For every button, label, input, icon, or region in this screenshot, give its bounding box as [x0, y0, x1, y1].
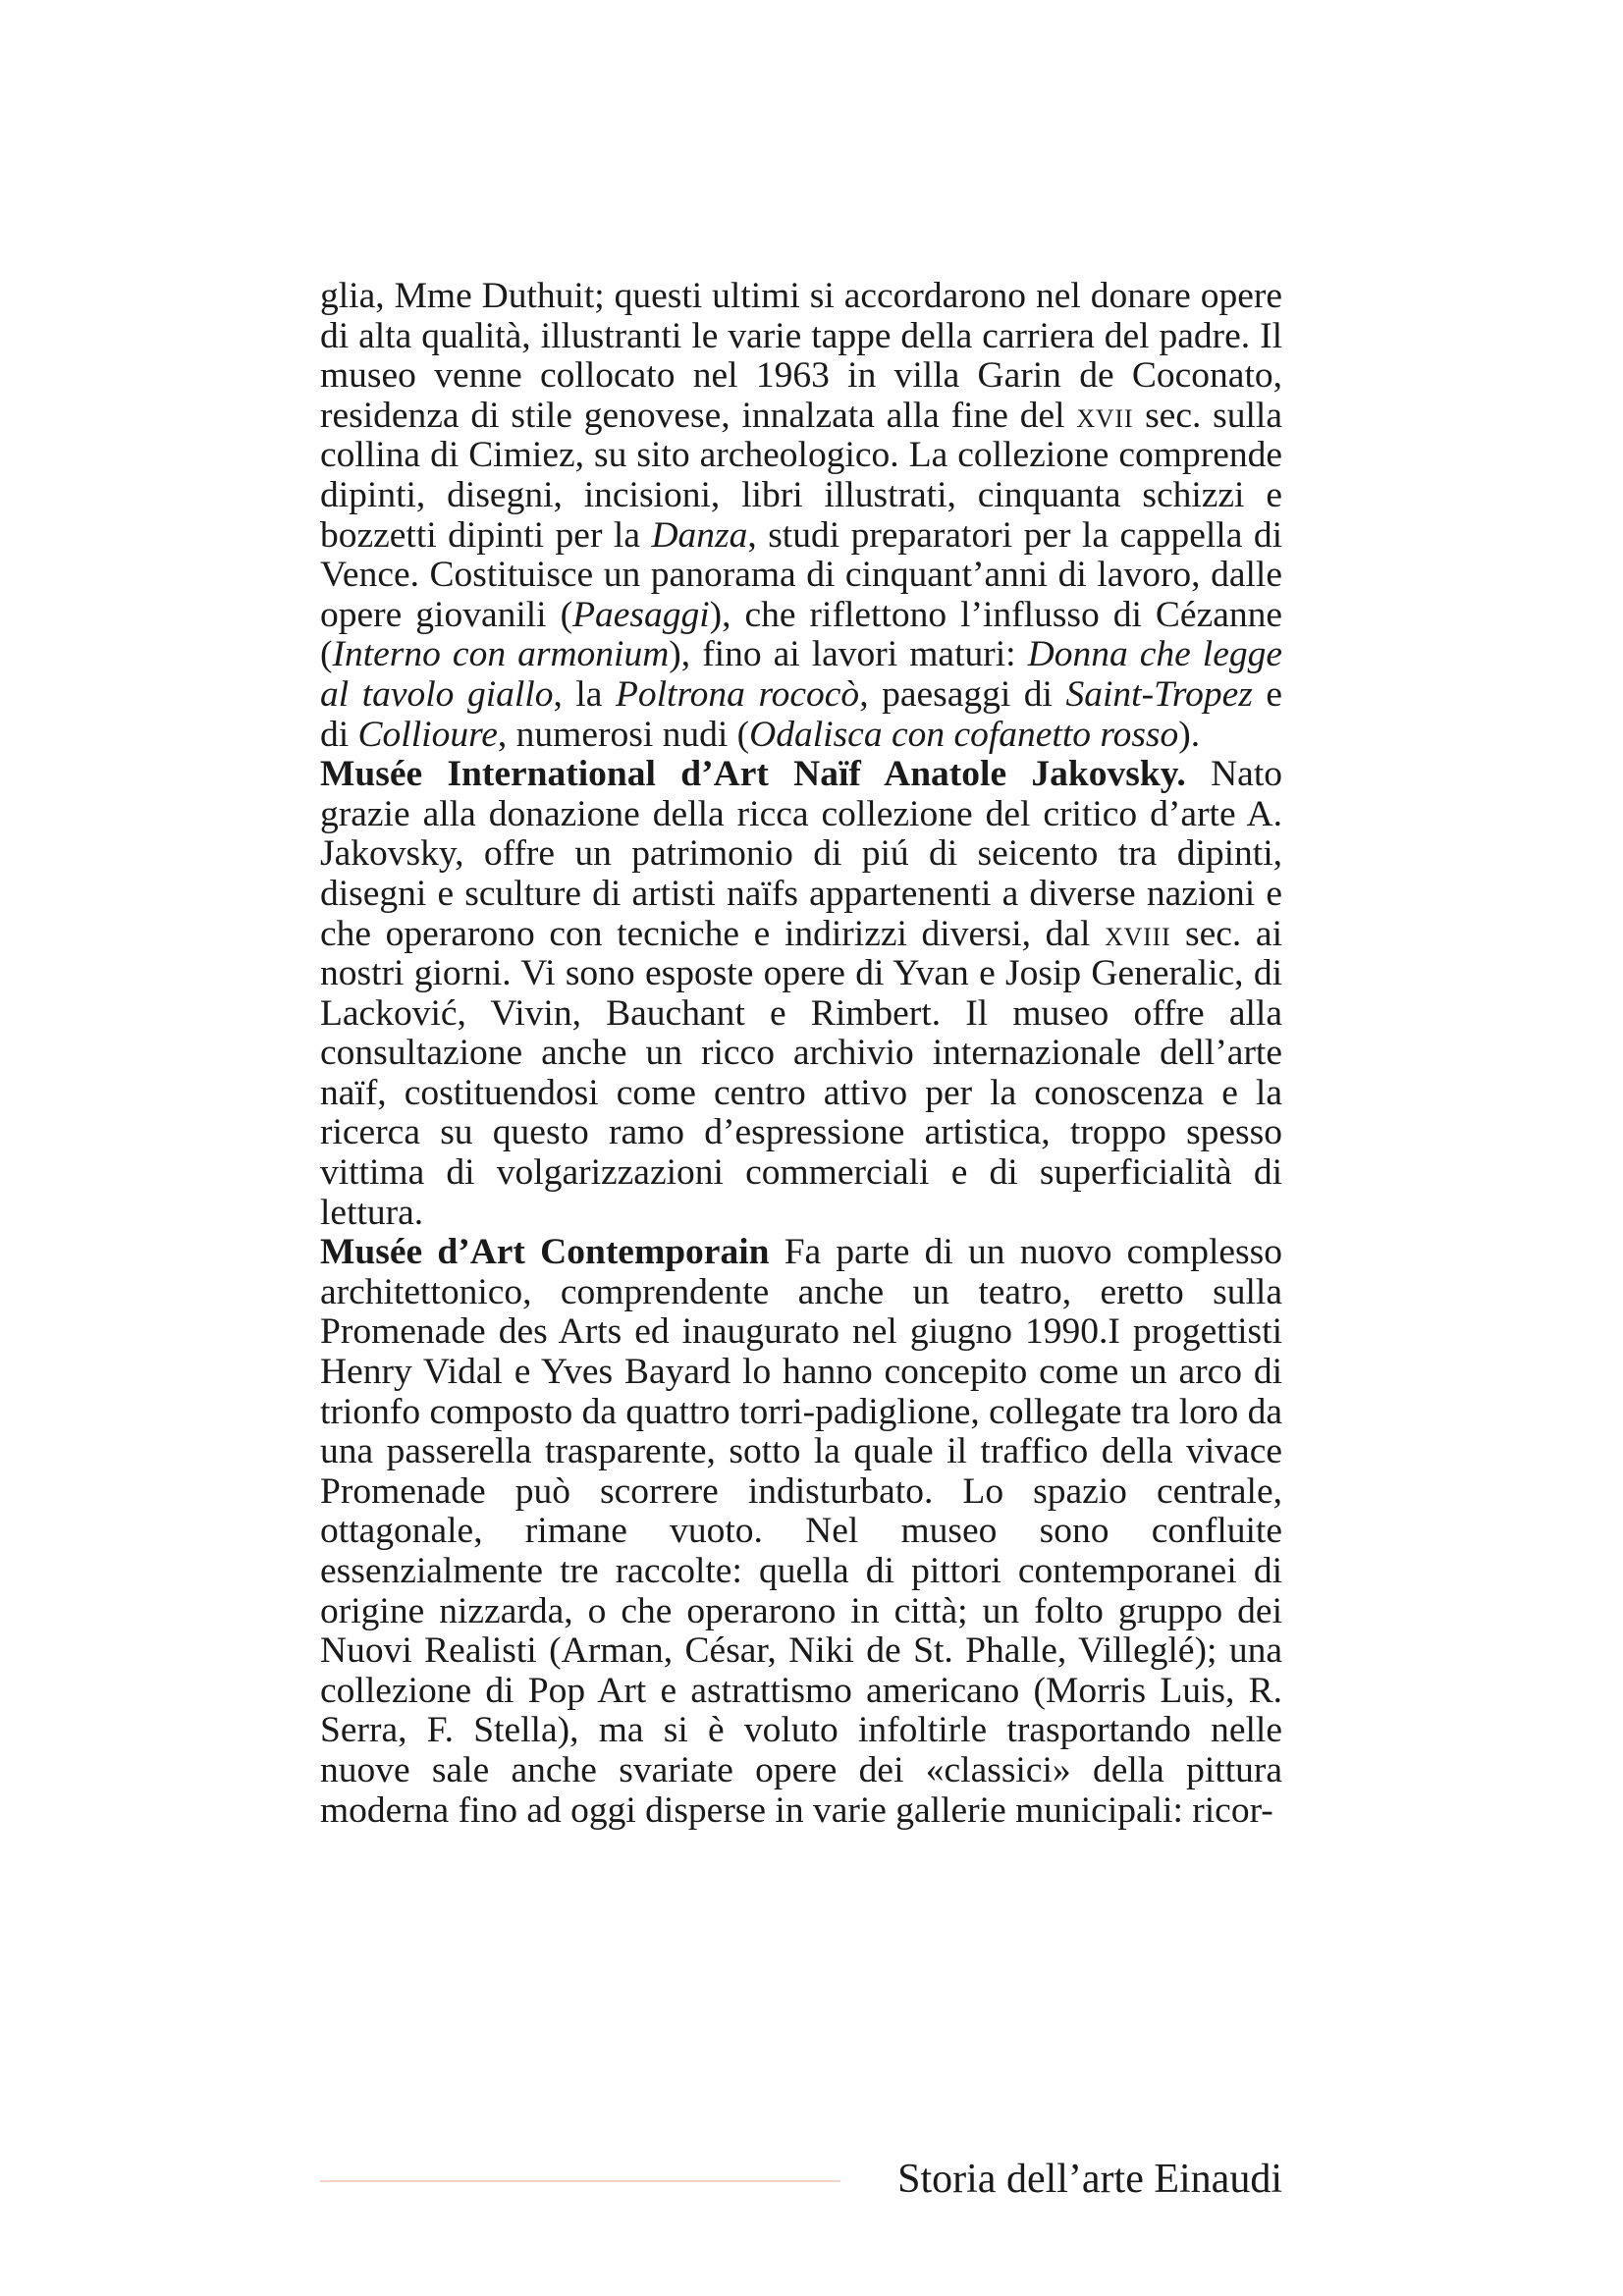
text-run: ). [1178, 714, 1201, 755]
text-run: glia, Mme Duthuit; questi ultimi si accordarono nel donare opere di alta qualità, illustranti le varie tappe della carriera del padre. Il museo venne collocato nel 1963 in villa Garin de Coconato, residenza di stile genovese, innalzata alla fine del [320, 276, 1282, 436]
text-run: e di [320, 673, 1282, 755]
museum-heading: Musée d’Art Contemporain [320, 1232, 770, 1273]
artwork-title: Danza [651, 514, 748, 556]
text-run: ), fino ai lavori maturi: [669, 634, 1028, 675]
paragraph-contemporary-museum [320, 1233, 1282, 1831]
body-text [320, 277, 1282, 1831]
text-run: Nato grazie alla donazione della ricca collezione del critico d’arte A. Jakovsky, offre un patrimonio di piú di seicento tra dipinti, disegni e sculture di artisti naïfs appartenenti a diverse nazioni e che operarono con tecniche e indirizzi diversi, dal [320, 754, 1282, 954]
text-run: Fa parte di un nuovo complesso architettonico, comprendente anche un teatro, eretto sulla Promenade des Arts ed inaugurato nel giugno 1990.I progettisti Henry Vidal e Yves Bayard lo hanno concepito come un arco di trionfo composto da quattro torri-padiglione, collegate tra loro da una passerella trasparente, sotto la quale il traffico della vivace Promenade può scorrere indisturbato. Lo spazio centrale, ottagonale, rimane vuoto. Nel museo sono confluite essenzialmente tre raccolte: quella di pittori contemporanei di origine nizzarda, o che operarono in città; un folto gruppo dei Nuovi Realisti (Arman, César, Niki de St. Phalle, Villeglé); una collezione di Pop Art e astrattismo americano (Morris Luis, R. Serra, F. Stella), ma si è voluto infoltirle trasportando nelle nuove sale anche svariate opere dei «classici» della pittura moderna fino ad oggi disperse in varie gallerie municipali: ricor- [320, 1232, 1282, 1831]
text-run: , paesaggi di [859, 673, 1066, 715]
footer-divider [320, 2180, 840, 2182]
artwork-title: Interno con armonium [332, 634, 670, 675]
artwork-title: Odalisca con cofanetto rosso [749, 714, 1179, 755]
century-numeral: xviii [1105, 913, 1171, 954]
text-run: sec. ai nostri giorni. Vi sono esposte opere di Yvan e Josip Generalic, di Lacković, Vivin, Bauchant e Rimbert. Il museo offre alla consultazione anche un ricco archivio internazionale dell’arte naïf, costituendosi come centro attivo per la conoscenza e la ricerca su questo ramo d’espressione artistica, troppo spesso vittima di volgarizzazioni commerciali e di superficialità di lettura. [320, 913, 1282, 1233]
text-run: , studi preparatori per la cappella di Vence. Costituisce un panorama di cinquant’anni di lavoro, dalle opere giovanili ( [320, 514, 1282, 635]
footer-title: Storia dell’arte Einaudi [897, 2157, 1282, 2202]
century-numeral: xvii [1076, 395, 1134, 436]
text-run: ), che riflettono l’influsso di Cézanne ( [320, 594, 1282, 675]
artwork-title: Poltrona rococò [615, 673, 860, 715]
text-run: , numerosi nudi ( [497, 714, 750, 755]
artwork-title: Paesaggi [572, 594, 710, 635]
artwork-title: Collioure [357, 714, 498, 755]
museum-heading: Musée International d’Art Naïf Anatole Jakovsky. [320, 754, 1186, 795]
artwork-title: Donna che legge al tavolo giallo [320, 634, 1283, 715]
artwork-title: Saint-Tropez [1065, 673, 1253, 715]
paragraph-matisse-museum [320, 277, 1282, 755]
text-run: sec. sulla collina di Cimiez, su sito archeologico. La collezione comprende dipinti, disegni, incisioni, libri illustrati, cinquanta schizzi e bozzetti dipinti per la [320, 395, 1282, 556]
paragraph-naif-museum [320, 755, 1282, 1233]
text-run: , la [553, 673, 616, 715]
